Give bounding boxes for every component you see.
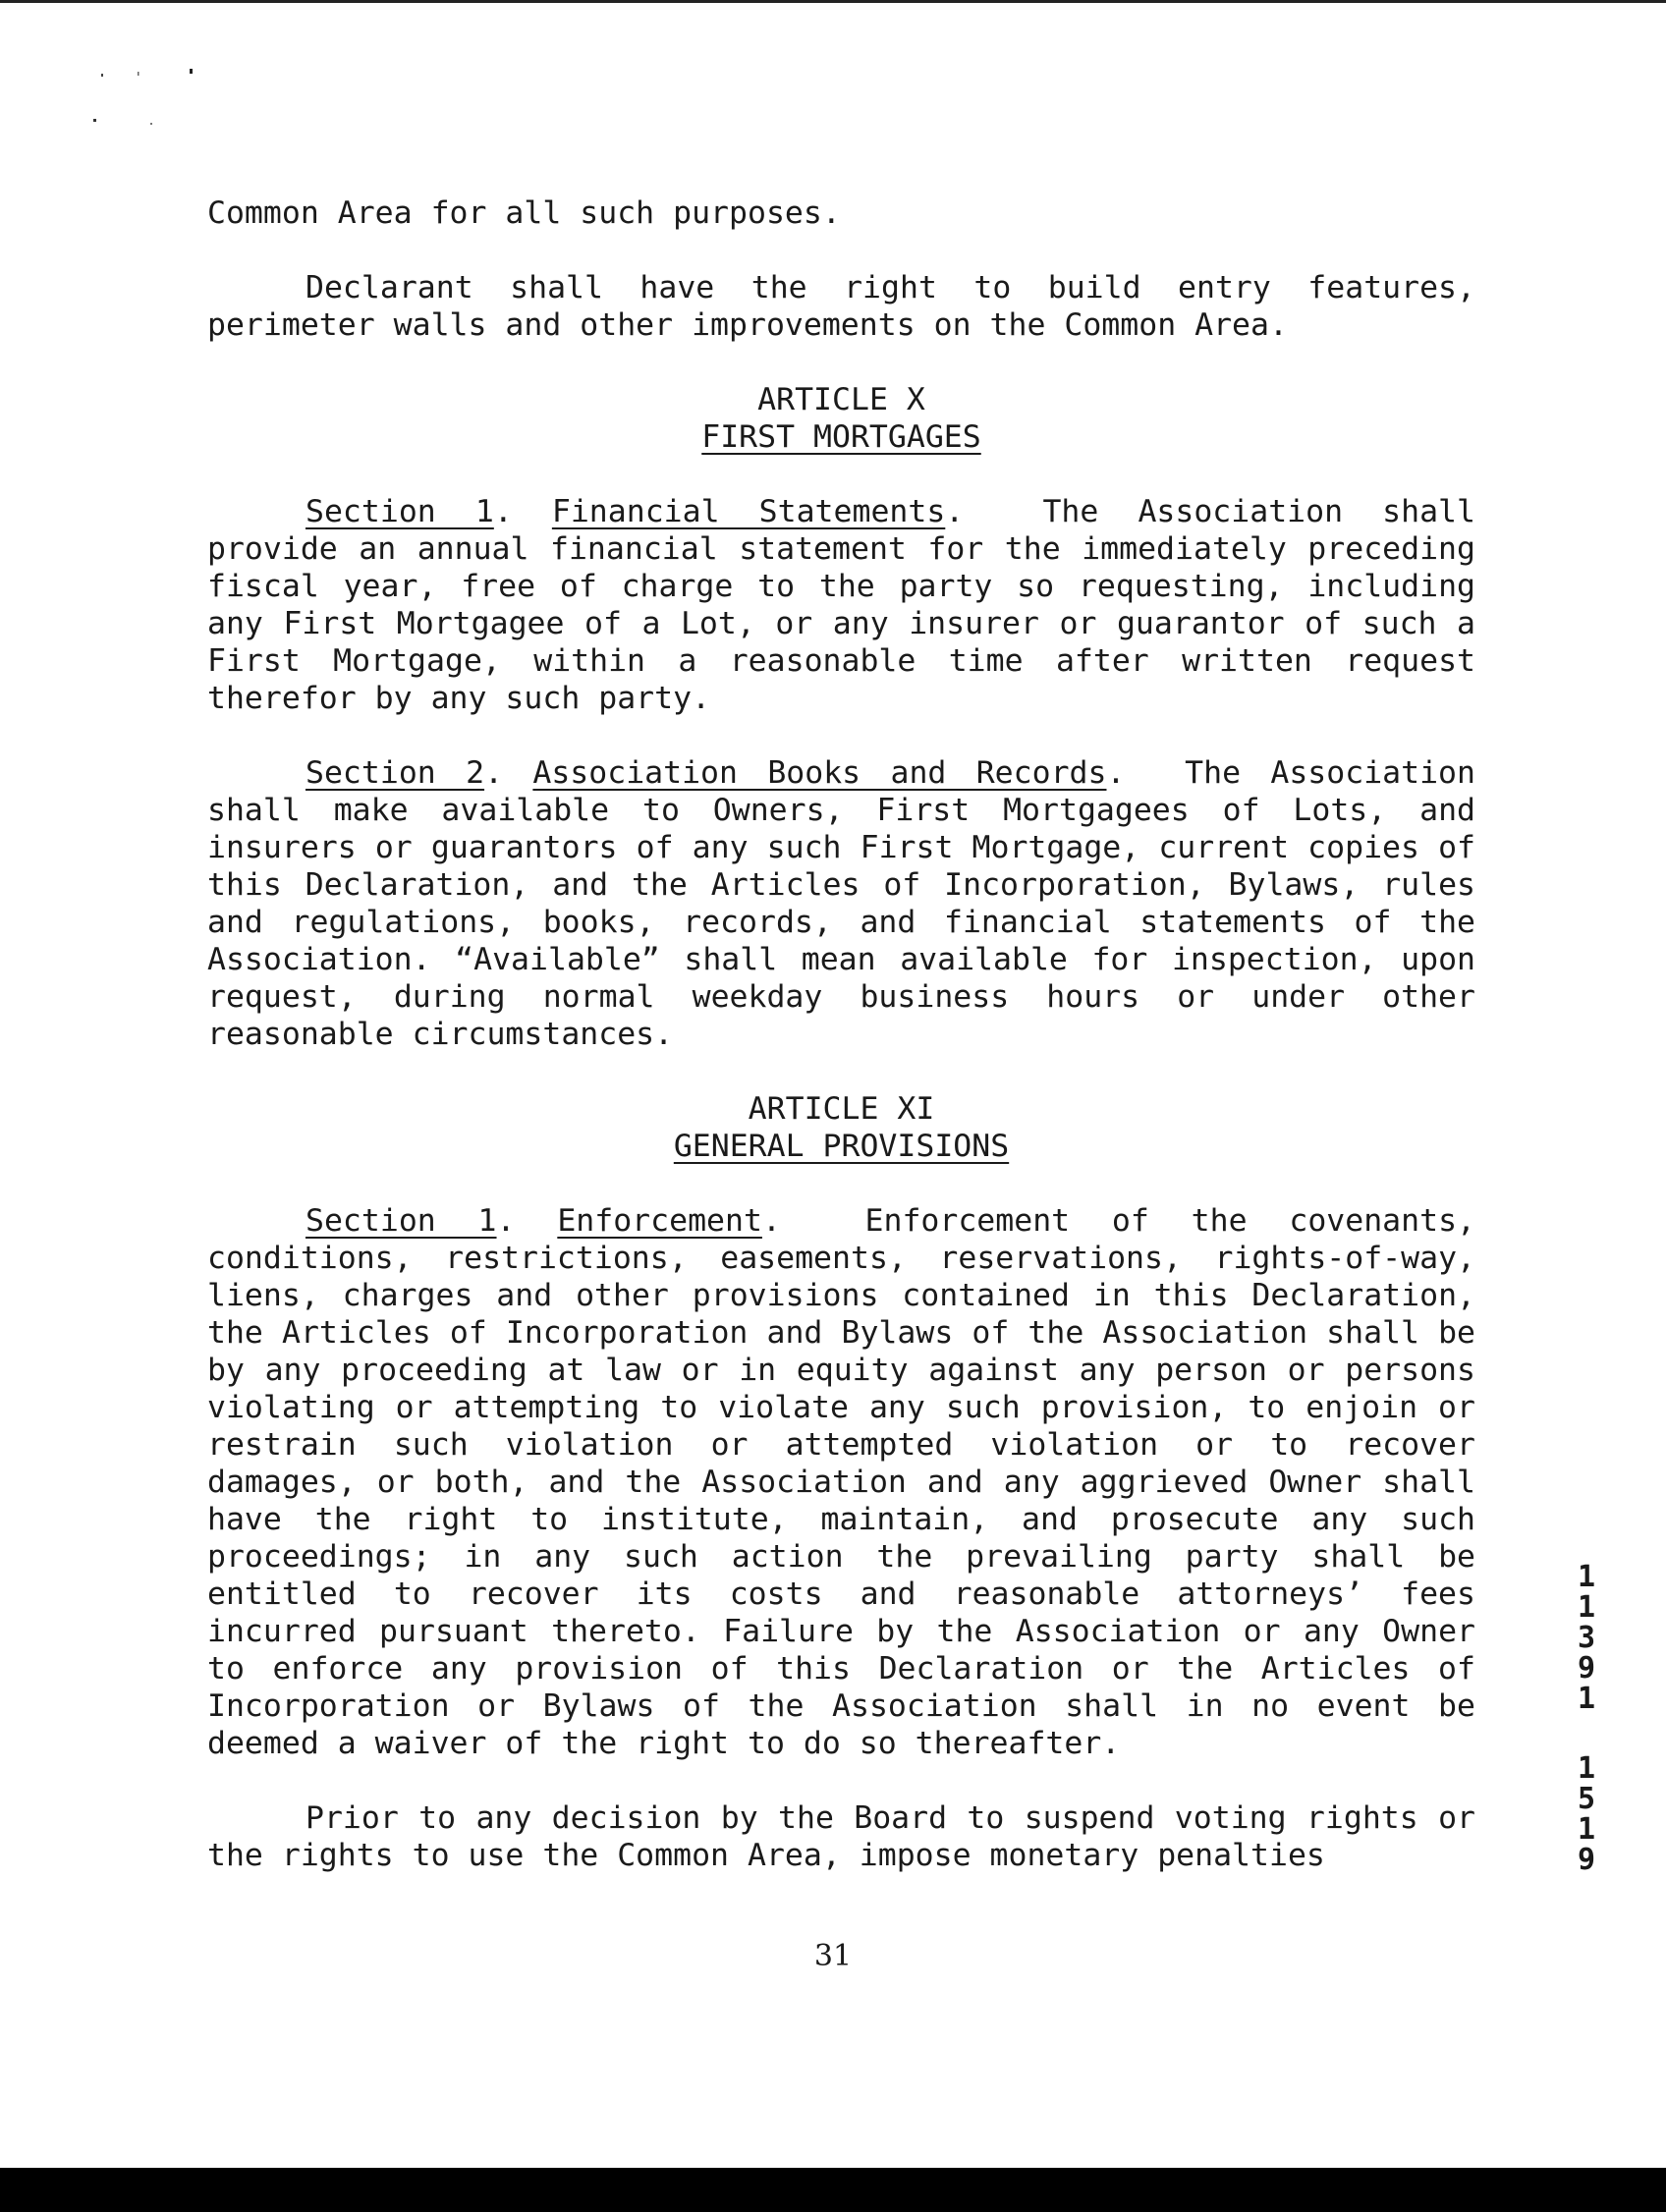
- article-xi-section-1: Section 1. Enforcement. Enforcement of the covenants, conditions, restrictions, easements, reservations, rights-of-way, liens, charges and other provisions contained in this Declaration, the Articles of Incorporation and Bylaws of the Association shall be by any proceeding at law or in equity against any person or persons violating or attempting to violate any such provision, to enjoin or restrain such violation or attempted violation or to recover damages, or both, and the Association and any aggrieved Owner shall have the right to institute, maintain, and prosecute any such proceedings; in any such action the prevailing party shall be entitled to recover its costs and reasonable attorneys’ fees incurred pursuant thereto. Failure by the Association or any Owner to enforce any provision of this Declaration or the Articles of Incorporation or Bylaws of the Association shall in no event be deemed a waiver of the right to do so thereafter.: [207, 1203, 1476, 1761]
- article-x-section-1: Section 1. Financial Statements. The Association shall provide an annual financial statement for the immediately preceding fiscal year, free of charge to the party so requesting, including any First Mortgagee of a Lot, or any insurer or guarantor of such a First Mortgage, within a reasonable time after written request therefor by any such party.: [207, 494, 1475, 716]
- stamp-digit: 3: [1577, 1621, 1596, 1655]
- section-body: The Association shall provide an annual financial statement for the immediately preceding fiscal year, free of charge to the party so requesting, including any First Mortgagee of a Lot, or any insurer or guarantor of such a First Mortgage, within a reasonable time after written request therefor by any such party.: [207, 494, 1475, 716]
- page-number: 31: [813, 1939, 853, 1973]
- stamp-digit: 9: [1577, 1843, 1596, 1877]
- stamp-digit: 1: [1577, 1590, 1596, 1625]
- stamp-digit: 1: [1577, 1560, 1596, 1594]
- section-heading: Association Books and Records: [532, 755, 1107, 791]
- section-heading: Enforcement: [557, 1203, 762, 1239]
- article-x-title: FIRST MORTGAGES: [701, 419, 981, 455]
- article-x-heading: [207, 381, 1475, 456]
- stamp-digit: 5: [1577, 1782, 1596, 1816]
- board-paragraph: Prior to any decision by the Board to suspend voting rights or the rights to use the Common Area, impose monetary penalties: [207, 1800, 1475, 1873]
- section-body: The Association shall make available to Owners, First Mortgagees of Lots, and insurers or guarantors of any such First Mortgage, current copies of this Declaration, and the Articles of Incorporation, Bylaws, rules and regulations, books, records, and financial statements of the Association. “Available” shall mean available for inspection, upon request, during normal weekday business hours or under other reasonable circumstances.: [207, 755, 1475, 1052]
- stamp-digit: 9: [1577, 1651, 1596, 1686]
- article-xi-title: GENERAL PROVISIONS: [673, 1129, 1010, 1164]
- margin-stamp: [1570, 1562, 1603, 1875]
- scan-specks: [93, 64, 211, 133]
- section-body: Enforcement of the covenants, conditions, restrictions, easements, reservations, rights-of-way, liens, charges and other provisions contained in this Declaration, the Articles of Incorporation and Bylaws of the Association shall be by any proceeding at law or in equity against any person or persons violating or attempting to violate any such provision, to enjoin or restrain such violation or attempted violation or to recover damages, or both, and the Association and any aggrieved Owner shall have the right to institute, maintain, and prosecute any such proceedings; in any such action the prevailing party shall be entitled to recover its costs and reasonable attorneys’ fees incurred pursuant thereto. Failure by the Association or any Owner to enforce any provision of this Declaration or the Articles of Incorporation or Bylaws of the Association shall in no event be deemed a waiver of the right to do so thereafter.: [207, 1203, 1476, 1761]
- article-x-section-2: Section 2. Association Books and Records. The Association shall make available to Owners, First Mortgagees of Lots, and insurers or guarantors of any such First Mortgage, current copies of this Declaration, and the Articles of Incorporation, Bylaws, rules and regulations, books, records, and financial statements of the Association. “Available” shall mean available for inspection, upon request, during normal weekday business hours or under other reasonable circumstances.: [207, 755, 1475, 1052]
- document-body: [207, 194, 1475, 1874]
- section-heading: Financial Statements: [551, 494, 946, 529]
- stamp-digit: 1: [1577, 1812, 1596, 1847]
- article-x-number: ARTICLE X: [757, 382, 925, 417]
- article-xi-number: ARTICLE XI: [748, 1091, 935, 1127]
- article-xi-heading: [207, 1090, 1475, 1165]
- opening-line: Common Area for all such purposes.: [207, 195, 841, 231]
- section-label: Section 1: [305, 494, 494, 529]
- section-label: Section 2: [305, 755, 485, 791]
- declarant-paragraph: Declarant shall have the right to build entry features, perimeter walls and other improvements on the Common Area.: [207, 270, 1475, 343]
- stamp-digit: 1: [1577, 1751, 1596, 1786]
- bottom-scan-edge: [0, 2168, 1666, 2212]
- section-label: Section 1: [305, 1203, 497, 1239]
- top-scan-edge: [0, 0, 1666, 3]
- stamp-digit: 1: [1577, 1682, 1596, 1716]
